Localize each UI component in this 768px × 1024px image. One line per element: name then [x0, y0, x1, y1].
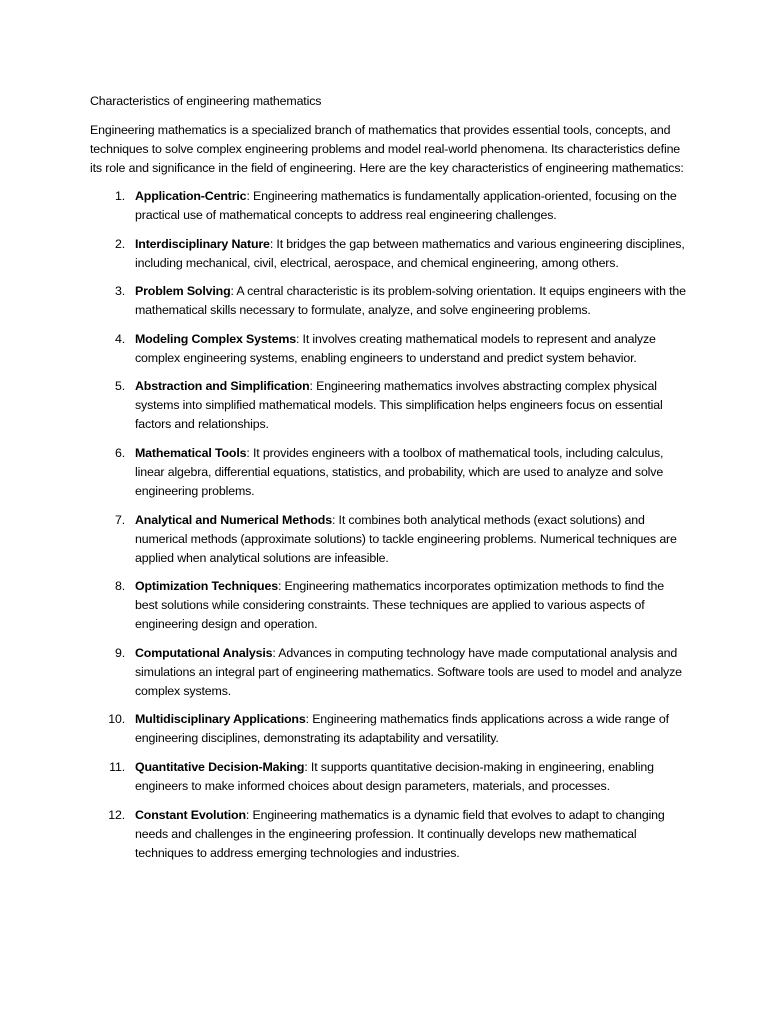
list-item-term: Interdisciplinary Nature [135, 236, 270, 251]
list-item [90, 330, 686, 368]
list-item [90, 644, 686, 701]
list-item-number: 5. [114, 379, 125, 394]
list-item [90, 235, 686, 273]
list-item-text: : Engineering mathematics is fundamentally application-oriented, focusing on the practical use of mathematical concepts to address real engineering challenges. [135, 189, 677, 222]
list-item [90, 187, 686, 225]
characteristics-list [90, 187, 686, 863]
list-item-text: : Engineering mathematics incorporates optimization methods to find the best solutions while considering constraints. These techniques are applied to various aspects of engineering design and operation. [135, 579, 665, 632]
list-item-number: 4. [114, 331, 125, 346]
list-item-text: : Engineering mathematics involves abstracting complex physical systems into simplified mathematical models. This simplification helps engineers focus on essential factors and relationships. [135, 379, 663, 432]
list-item-number: 9. [114, 645, 125, 660]
list-item [90, 806, 686, 863]
list-item-term: Multidisciplinary Applications [135, 712, 306, 727]
list-item-term: Abstraction and Simplification [135, 379, 310, 394]
document-page [90, 92, 686, 872]
list-item [90, 377, 686, 434]
list-item-text: : It provides engineers with a toolbox of mathematical tools, including calculus, linear algebra, differential equations, statistics, and probability, which are used to analyze and solve engineering problems. [135, 445, 664, 498]
list-item-text: : Advances in computing technology have made computational analysis and simulations an integral part of engineering mathematics. Software tools are used to model and analyze complex systems. [135, 645, 682, 698]
list-item-term: Application-Centric [135, 189, 247, 203]
list-item-number: 7. [114, 512, 125, 527]
list-item-term: Modeling Complex Systems [135, 331, 296, 346]
list-item-number: 1. [114, 189, 125, 203]
list-item-number: 8. [114, 579, 125, 594]
list-item-term: Mathematical Tools [135, 445, 247, 460]
list-item [90, 511, 686, 568]
list-item-term: Optimization Techniques [135, 579, 278, 594]
list-item-number: 2. [114, 236, 125, 251]
list-item-text: : A central characteristic is its problem-solving orientation. It equips engineers with the mathematical skills necessary to formulate, analyze, and solve engineering problems. [135, 284, 686, 318]
list-item [90, 282, 686, 320]
list-item [90, 577, 686, 634]
list-item-text: : It combines both analytical methods (exact solutions) and numerical methods (approximate solutions) to tackle engineering problems. Numerical techniques are applied when analytical solutions are infeasible. [135, 512, 677, 565]
list-item-text: : Engineering mathematics is a dynamic field that evolves to adapt to changing needs and challenges in the engineering profession. It continually develops new mathematical techniques to address emerging technologies and industries. [135, 807, 665, 860]
list-item-term: Quantitative Decision-Making [135, 759, 305, 774]
list-item-number: 6. [114, 445, 125, 460]
list-item-term: Computational Analysis [135, 645, 273, 660]
list-item-number: 11. [109, 759, 125, 774]
list-item-number: 12. [108, 807, 125, 822]
list-item-term: Constant Evolution [135, 807, 246, 822]
list-item-text: : It supports quantitative decision-making in engineering, enabling engineers to make informed choices about design parameters, materials, and processes. [135, 759, 654, 793]
list-item-term: Analytical and Numerical Methods [135, 512, 332, 527]
list-item [90, 444, 686, 501]
list-item-number: 10. [108, 712, 125, 727]
list-item [90, 758, 686, 796]
intro-paragraph: Engineering mathematics is a specialized branch of mathematics that provides essential tools, concepts, and techniques to solve complex engineering problems and model real-world phenomena. Its characteristics define its role and significance in the field of engineering. Here are the key characteristics of engineering mathematics: [90, 123, 684, 175]
list-item-text: : It involves creating mathematical models to represent and analyze complex engineering systems, enabling engineers to understand and predict system behavior. [135, 331, 656, 365]
list-item [90, 710, 686, 748]
list-item-text: : It bridges the gap between mathematics and various engineering disciplines, including mechanical, civil, electrical, aerospace, and chemical engineering, among others. [135, 236, 685, 270]
list-item-text: : Engineering mathematics finds applications across a wide range of engineering disciplines, demonstrating its adaptability and versatility. [135, 712, 669, 746]
document-title: Characteristics of engineering mathematics [90, 94, 322, 108]
list-item-term: Problem Solving [135, 284, 231, 299]
list-item-number: 3. [114, 284, 125, 299]
